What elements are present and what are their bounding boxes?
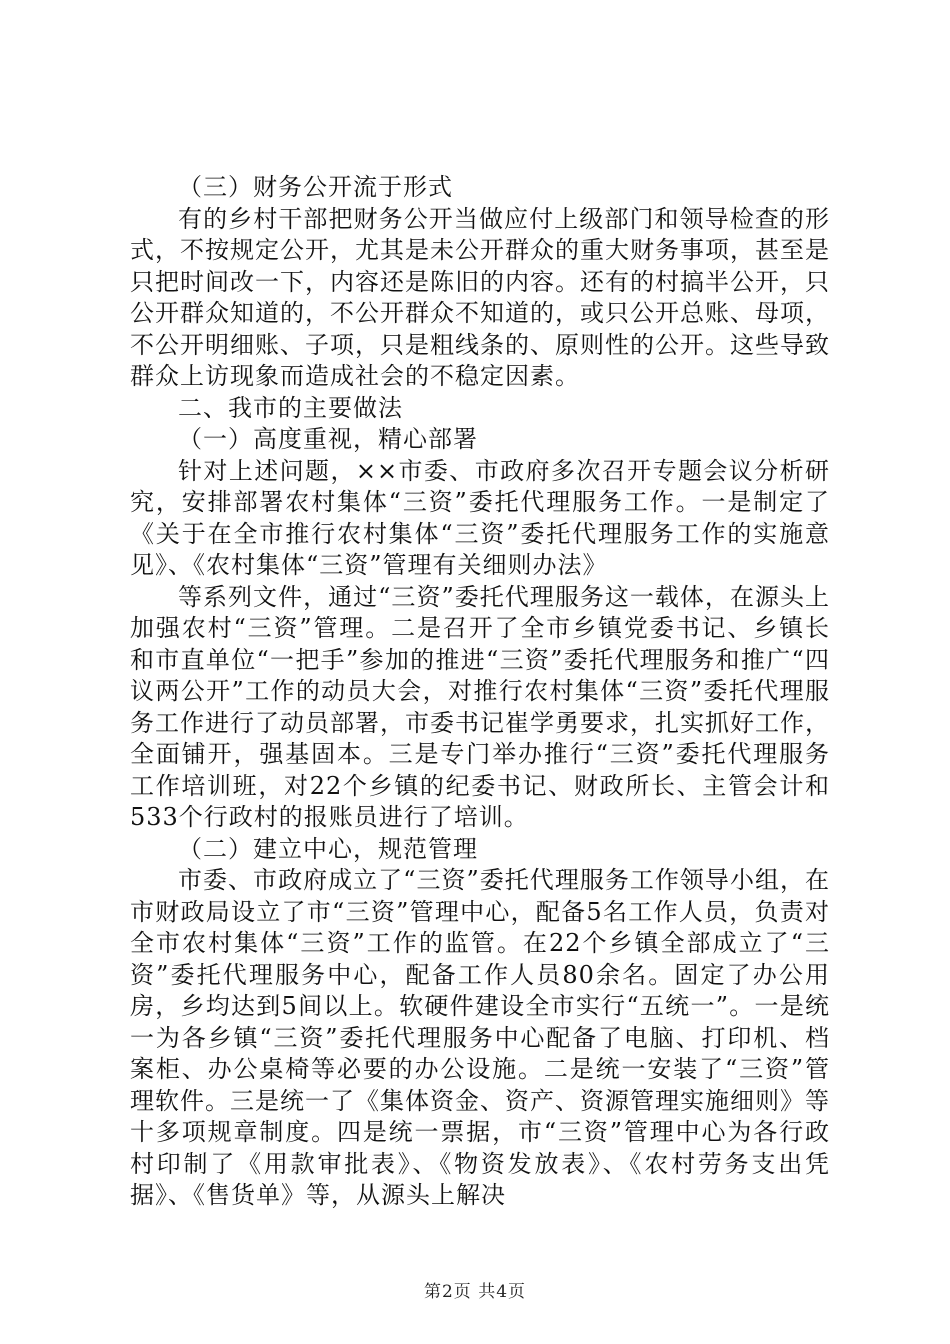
paragraph-center-establishment: 市委、市政府成立了“三资”委托代理服务工作领导小组，在市财政局设立了市“三资”管理中心，配备5名工作人员，负责对全市农村集体“三资”工作的监管。在22个乡镇全部成立了“三资”委托代理服务中心，配备工作人员80余名。固定了办公用房，乡均达到5间以上。软硬件建设全市实行“五统一”。一是统一为各乡镇“三资”委托代理服务中心配备了电脑、打印机、档案柜、办公桌椅等必要的办公设施。二是统一安装了“三资”管理软件。三是统一了《集体资金、资产、资源管理实施细则》等十多项规章制度。四是统一票据，市“三资”管理中心为各行政村印制了《用款审批表》、《物资发放表》、《农村劳务支出凭据》、《售货单》等，从源头上解决 — [130, 866, 830, 1209]
paragraph-disclosure-problems: 有的乡村干部把财务公开当做应付上级部门和领导检查的形式，不按规定公开，尤其是未公开群众的重大财务事项，甚至是只把时间改一下，内容还是陈旧的内容。还有的村搞半公开，只公开群众知道的，不公开群众不知道的，或只公开总账、母项，不公开明细账、子项，只是粗线条的、原则性的公开。这些导致群众上访现象而造成社会的不稳定因素。 — [130, 204, 830, 390]
section-heading-attention-deployment: （一）高度重视，精心部署 — [178, 425, 478, 453]
paragraph-documents-training: 等系列文件，通过“三资”委托代理服务这一载体，在源头上加强农村“三资”管理。二是召开了全市乡镇党委书记、乡镇长和市直单位“一把手”参加的推进“三资”委托代理服务和推广“四议两公开”工作的动员大会，对推行农村集体“三资”委托代理服务工作进行了动员部署，市委书记崔学勇要求，扎实抓好工作，全面铺开，强基固本。三是专门举办推行“三资”委托代理服务工作培训班，对22个乡镇的纪委书记、财政所长、主管会计和533个行政村的报账员进行了培训。 — [130, 582, 830, 831]
page-footer: 第2页 共4页 — [423, 1282, 527, 1302]
section-heading-finance-disclosure: （三）财务公开流于形式 — [178, 173, 453, 201]
paragraph-meetings-deployment: 针对上述问题，××市委、市政府多次召开专题会议分析研究，安排部署农村集体“三资”委托代理服务工作。一是制定了《关于在全市推行农村集体“三资”委托代理服务工作的实施意见》、《农村集体“三资”管理有关细则办法》 — [130, 456, 830, 579]
document-body — [130, 172, 830, 1212]
section-heading-main-practices: 二、我市的主要做法 — [178, 393, 403, 422]
section-heading-center-management: （二）建立中心，规范管理 — [178, 834, 478, 863]
